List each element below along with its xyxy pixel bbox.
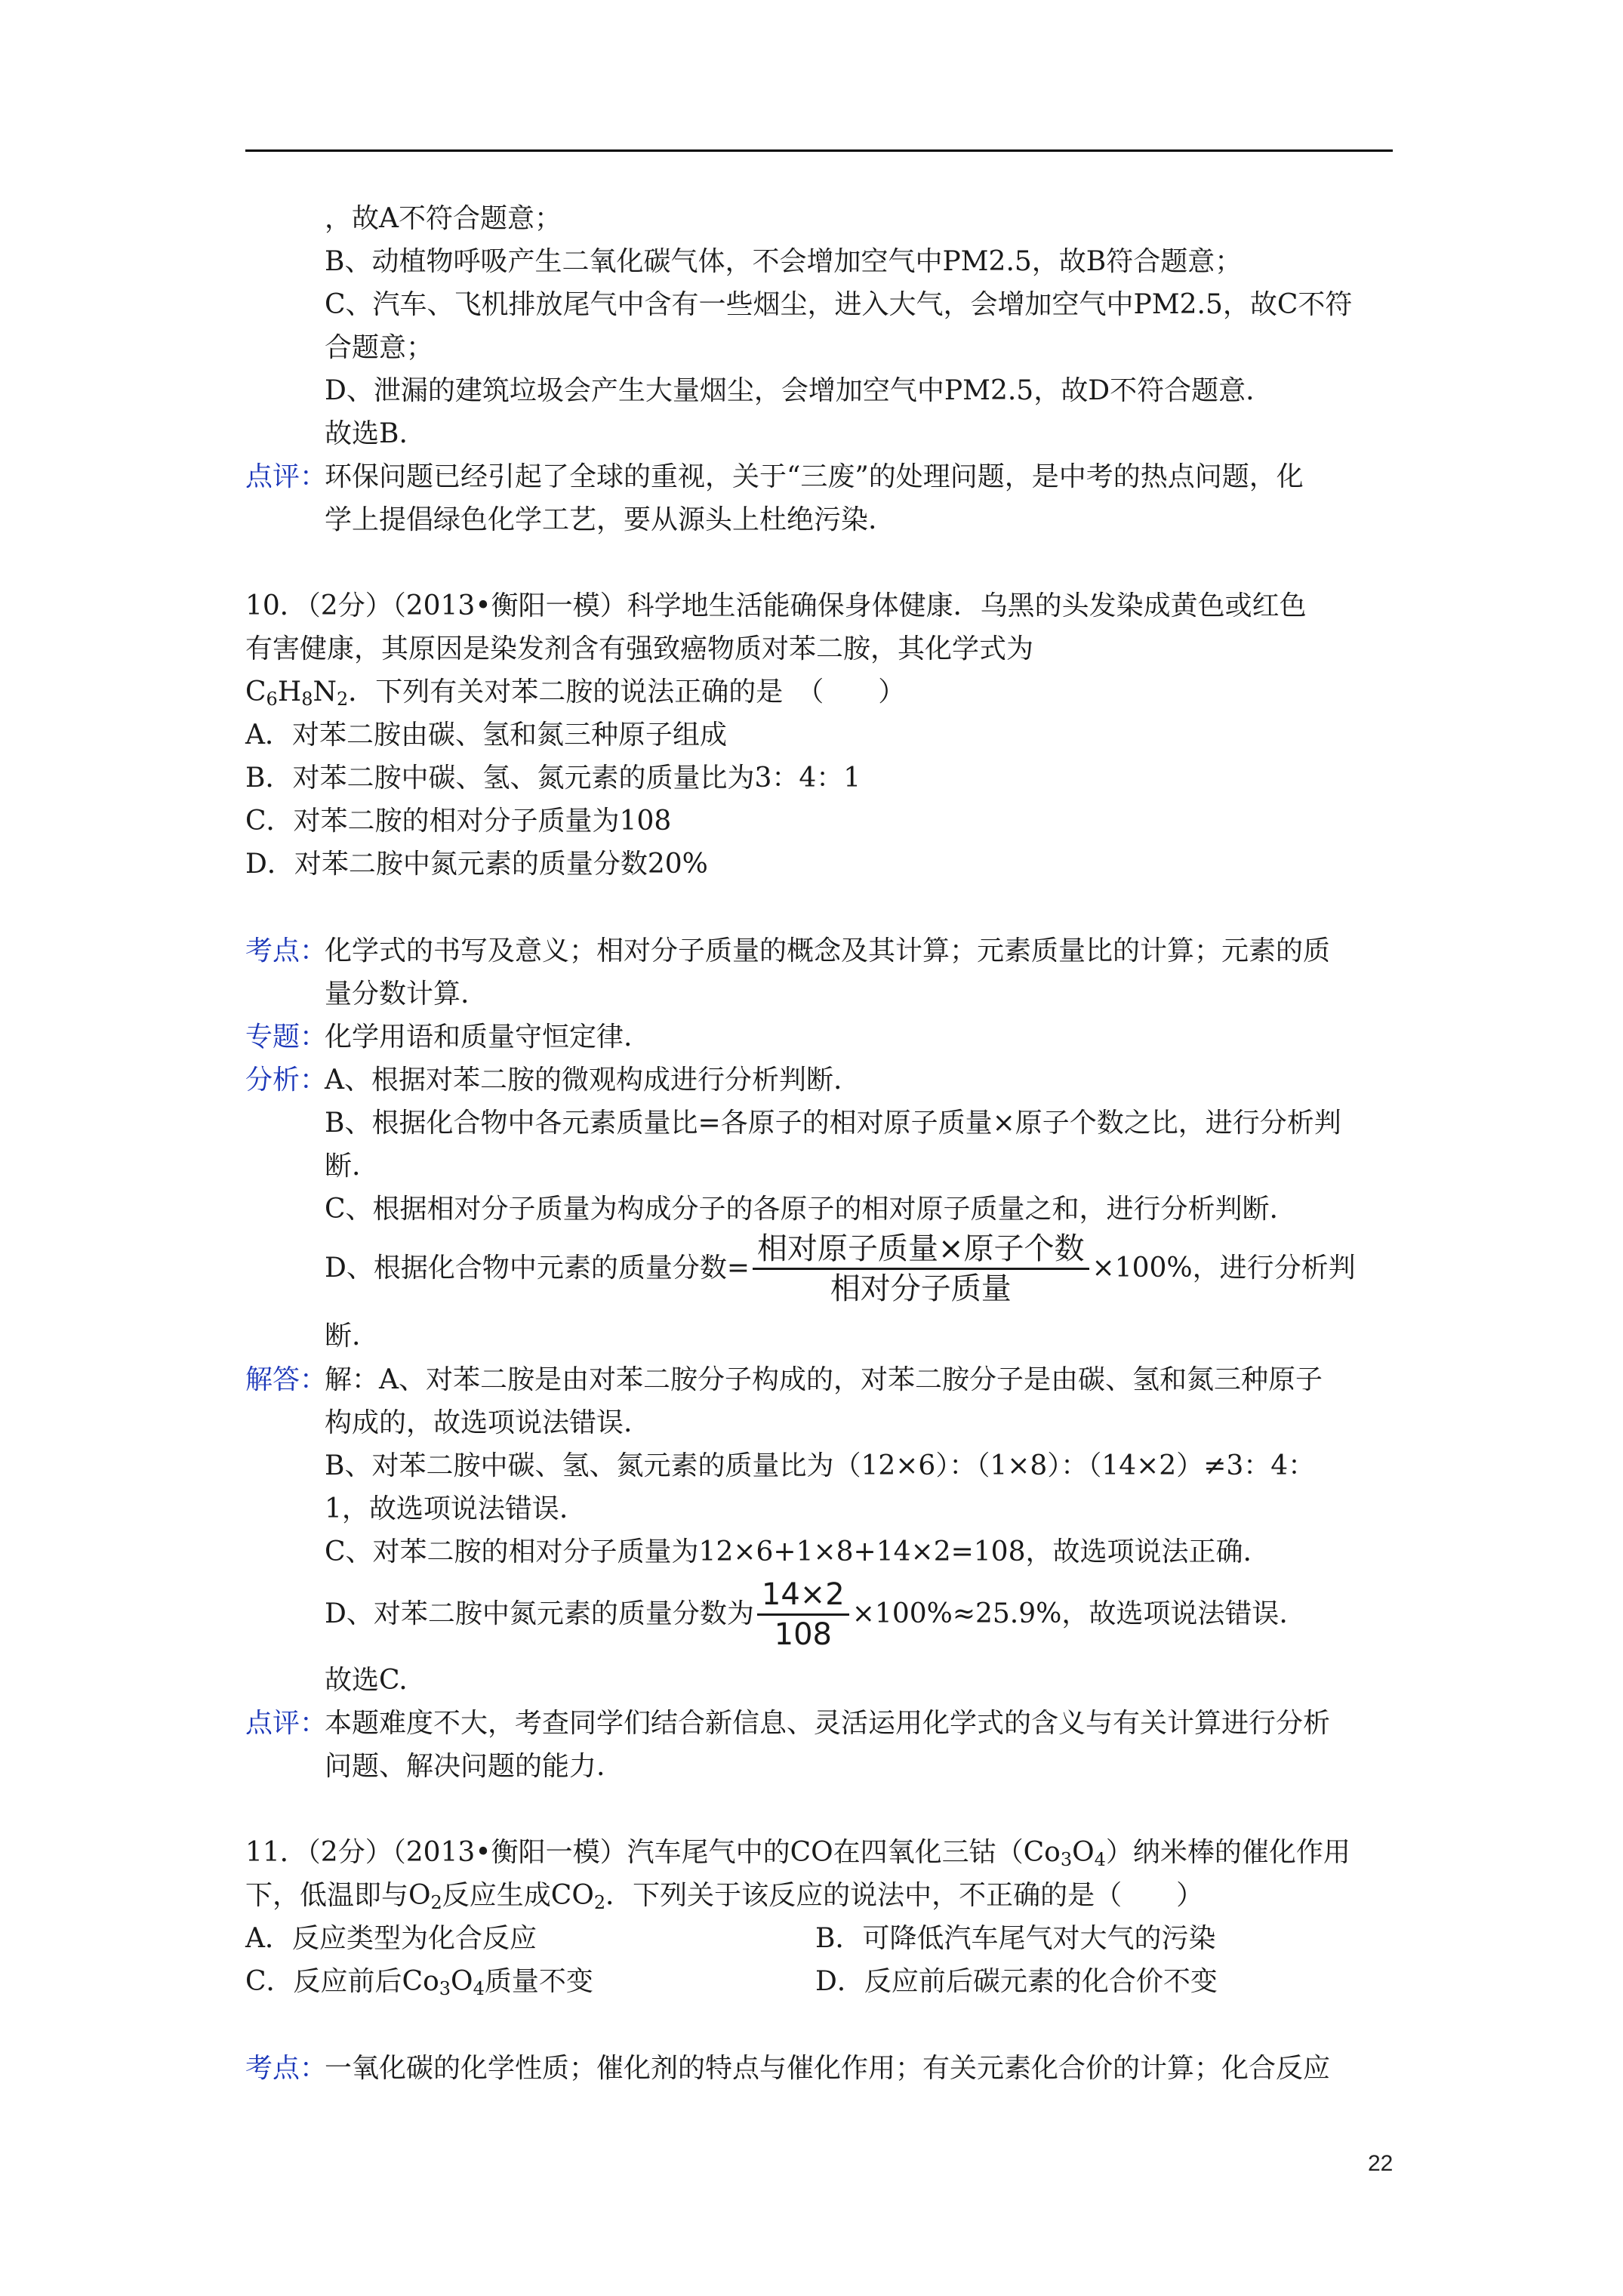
q11-o-sub-4: 4 — [1094, 1849, 1106, 1870]
q10-fenxi-d-line-1 — [325, 1227, 1356, 1310]
nitrogen-fraction-formula — [757, 1576, 849, 1653]
q10-jieda-d-suffix: ×100%≈25.9%，故选项说法错误. — [852, 1598, 1288, 1629]
q10-fenxi-label: 分析： — [245, 1065, 328, 1096]
q10-fenxi-a: A、根据对苯二胺的微观构成进行分析判断. — [325, 1065, 842, 1096]
q11-stem-line-2 — [245, 1879, 1203, 1912]
nitrogen-fraction-numerator: 14×2 — [761, 1576, 845, 1612]
q11-option-c — [245, 1965, 593, 1999]
q10-jieda-c: C、对苯二胺的相对分子质量为12×6+1×8+14×2=108，故选项说法正确. — [325, 1536, 1252, 1567]
page-number: 22 — [1368, 2151, 1394, 2176]
q10-jieda-choice: 故选C. — [325, 1665, 408, 1696]
q11-stem-1-post: ）纳米棒的催化作用 — [1105, 1837, 1350, 1868]
q10-jieda-label: 解答： — [245, 1364, 328, 1395]
q10-jieda-a-line-2: 构成的，故选项说法错误. — [325, 1407, 633, 1438]
q10-zhuanti-label: 专题： — [245, 1022, 328, 1052]
q10-fenxi-b-line-2: 断. — [325, 1151, 361, 1182]
q11-kaodian-label: 考点： — [245, 2053, 328, 2084]
q10-stem-line-1: 10．（2分）（2013•衡阳一模）科学地生活能确保身体健康．乌黑的头发染成黄色或红色 — [245, 590, 1307, 621]
q11-option-c-mid: O — [451, 1966, 473, 1997]
mass-fraction-formula — [753, 1230, 1089, 1308]
q11-stem-2-pre: 下，低温即与O — [245, 1880, 431, 1911]
formula-c: C — [245, 676, 266, 707]
q10-kaodian-label: 考点： — [245, 935, 328, 966]
q10-fenxi-d-line-2: 断. — [325, 1321, 361, 1351]
q10-review-line-1: 本题难度不大，考查同学们结合新信息、灵活运用化学式的含义与有关计算进行分析 — [325, 1708, 1331, 1739]
q11-kaodian-line-1: 一氧化碳的化学性质；催化剂的特点与催化作用；有关元素化合价的计算；化合反应 — [325, 2053, 1331, 2084]
q11-option-c-sub-3: 3 — [439, 1978, 451, 1999]
q10-fenxi-d-prefix: D、根据化合物中元素的质量分数= — [325, 1253, 750, 1284]
q10-fenxi-b-line-1: B、根据化合物中各元素质量比=各原子的相对原子质量×原子个数之比，进行分析判 — [325, 1108, 1341, 1139]
q11-stem-2-post: ．下列关于该反应的说法中，不正确的是（ ） — [605, 1880, 1204, 1911]
prev-review-line-2: 学上提倡绿色化学工艺，要从源头上杜绝污染. — [325, 504, 877, 535]
q10-fenxi-d-suffix: ×100%，进行分析判 — [1092, 1253, 1356, 1284]
header-rule — [245, 149, 1393, 152]
prev-review-label: 点评： — [245, 461, 328, 492]
q10-option-a: A．对苯二胺由碳、氢和氮三种原子组成 — [245, 720, 727, 750]
q10-kaodian-line-1: 化学式的书写及意义；相对分子质量的概念及其计算；元素质量比的计算；元素的质 — [325, 935, 1331, 966]
prev-line-2: B、动植物呼吸产生二氧化碳气体，不会增加空气中PM2.5，故B符合题意； — [325, 246, 1243, 277]
q10-jieda-b-line-2: 1，故选项说法错误. — [325, 1493, 568, 1524]
q11-option-c-sub-4: 4 — [473, 1978, 485, 1999]
mass-fraction-denominator: 相对分子质量 — [830, 1271, 1012, 1306]
q10-stem-rest: ．下列有关对苯二胺的说法正确的是 （ ） — [348, 676, 906, 707]
q11-option-d: D．反应前后碳元素的化合价不变 — [815, 1966, 1218, 1997]
formula-h: H — [277, 676, 302, 707]
q10-fenxi-c: C、根据相对分子质量为构成分子的各原子的相对原子质量之和，进行分析判断. — [325, 1194, 1278, 1225]
q11-option-b: B．可降低汽车尾气对大气的污染 — [815, 1923, 1216, 1954]
prev-line-5: D、泄漏的建筑垃圾会产生大量烟尘，会增加空气中PM2.5，故D不符合题意. — [325, 375, 1255, 406]
formula-n: N — [313, 676, 337, 707]
q11-stem-line-1 — [245, 1836, 1350, 1869]
nitrogen-fraction-denominator: 108 — [774, 1616, 832, 1652]
q10-stem-line-3 — [245, 676, 905, 709]
q11-o2-sub: 2 — [430, 1892, 442, 1913]
q10-option-c: C．对苯二胺的相对分子质量为108 — [245, 806, 672, 837]
q10-jieda-b-line-1: B、对苯二胺中碳、氢、氮元素的质量比为（12×6）：（1×8）：（14×2）≠3：4： — [325, 1450, 1316, 1481]
q11-option-c-post: 质量不变 — [484, 1966, 593, 1997]
formula-c-count: 6 — [266, 689, 278, 710]
q11-co-sub-3: 3 — [1060, 1849, 1073, 1870]
q11-stem-2-mid: 反应生成CO — [442, 1880, 594, 1911]
q11-stem-1-mid: O — [1072, 1837, 1095, 1868]
prev-line-1: ，故A不符合题意； — [325, 203, 562, 234]
q11-co2-sub: 2 — [593, 1892, 606, 1913]
q11-stem-1-pre: 11．（2分）（2013•衡阳一模）汽车尾气中的CO在四氧化三钴（Co — [245, 1837, 1061, 1868]
q11-option-c-pre: C．反应前后Co — [245, 1966, 439, 1997]
q10-jieda-d-prefix: D、对苯二胺中氮元素的质量分数为 — [325, 1598, 754, 1629]
q10-option-d: D．对苯二胺中氮元素的质量分数20% — [245, 849, 708, 880]
q10-option-b: B．对苯二胺中碳、氢、氮元素的质量比为3：4：1 — [245, 763, 861, 794]
q10-zhuanti-text: 化学用语和质量守恒定律. — [325, 1022, 633, 1052]
prev-line-4: 合题意； — [325, 332, 434, 363]
formula-n-count: 2 — [337, 689, 349, 710]
q10-review-line-2: 问题、解决问题的能力. — [325, 1751, 605, 1782]
prev-line-3: C、汽车、飞机排放尾气中含有一些烟尘，进入大气，会增加空气中PM2.5，故C不符 — [325, 289, 1353, 320]
prev-review-line-1: 环保问题已经引起了全球的重视，关于“三废”的处理问题，是中考的热点问题，化 — [325, 461, 1304, 492]
q11-option-a: A．反应类型为化合反应 — [245, 1923, 537, 1954]
mass-fraction-numerator: 相对原子质量×原子个数 — [757, 1231, 1085, 1266]
q10-review-label: 点评： — [245, 1708, 328, 1739]
formula-h-count: 8 — [301, 689, 313, 710]
q10-jieda-d — [325, 1573, 1288, 1656]
q10-kaodian-line-2: 量分数计算. — [325, 978, 470, 1009]
q10-jieda-a-line-1: 解：A、对苯二胺是由对苯二胺分子构成的，对苯二胺分子是由碳、氢和氮三种原子 — [325, 1364, 1323, 1395]
q10-stem-line-2: 有害健康，其原因是染发剂含有强致癌物质对苯二胺，其化学式为 — [245, 633, 1034, 664]
prev-line-6: 故选B. — [325, 418, 408, 449]
